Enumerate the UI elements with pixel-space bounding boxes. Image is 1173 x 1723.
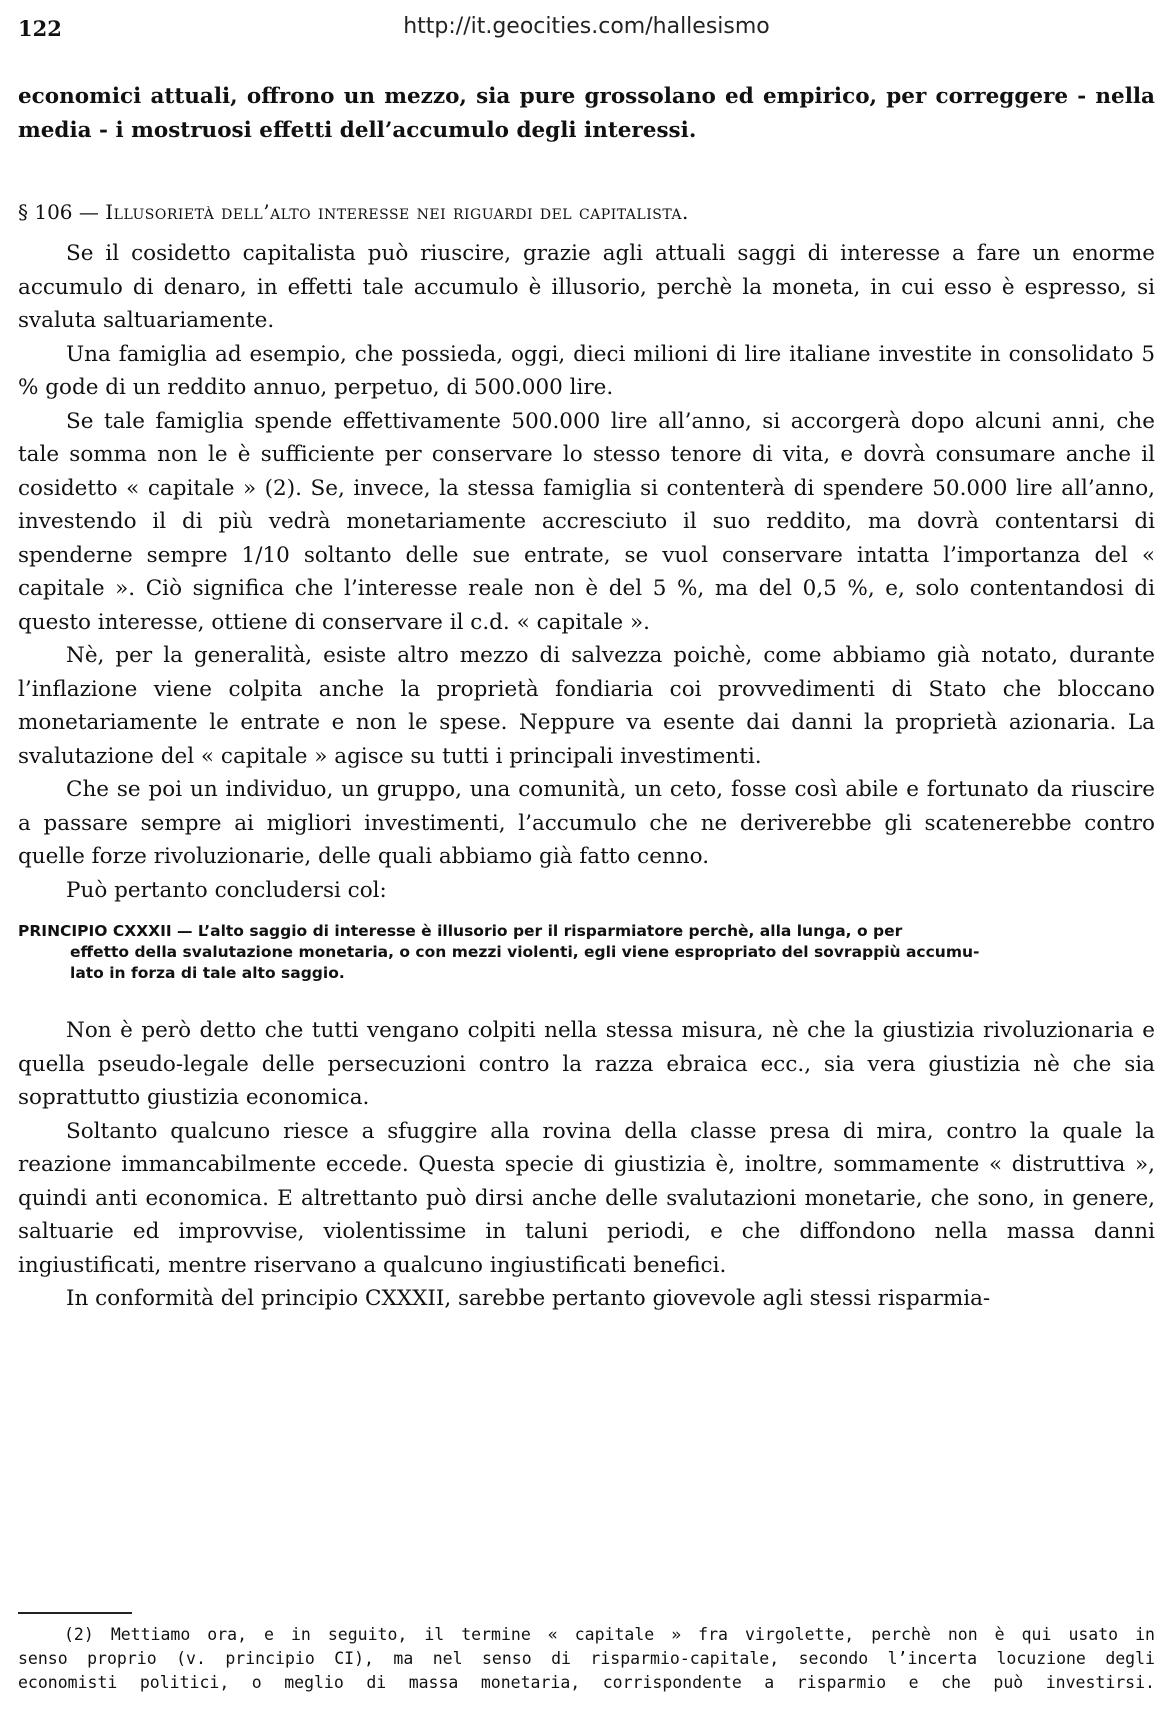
paragraph: Se il cosidetto capitalista può riuscire, grazie agli attuali saggi di interesse a fare un enorme accumulo di denaro, in effetti tale accumulo è illusorio, perchè la moneta, in cui esso è espresso, si svaluta saltuariamente. (18, 241, 1155, 333)
paragraph: Può pertanto concludersi col: (66, 877, 387, 903)
paragraph: Nè, per la generalità, esiste altro mezzo di salvezza poichè, come abbiamo già notato, durante l’inflazione viene colpita anche la proprietà fondiaria coi provvedimenti di Stato che bloccano monetariamente le entrate e non le spese. Neppure va esente dai danni la proprietà azionaria. La svalutazione del « capitale » agisce su tutti i principali investimenti. (18, 643, 1155, 769)
footnote-line: economisti politici, o meglio di massa monetaria, corrispondente a risparmio e che può investirsi. (18, 1673, 1155, 1692)
footnote (18, 1623, 1155, 1695)
main-content (18, 80, 1155, 1316)
paragraph: In conformità del principio CXXXII, sarebbe pertanto giovevole agli stessi risparmia- (66, 1286, 991, 1311)
section-title: Illusorietà dell’alto interesse nei riguardi del capitalista. (105, 200, 689, 224)
header-url: http://it.geocities.com/hallesismo (403, 14, 770, 39)
principle-line: PRINCIPIO CXXXII — L’alto saggio di interesse è illusorio per il risparmiatore perchè, alla lunga, o per (18, 922, 903, 940)
principle-line: effetto della svalutazione monetaria, o con mezzi violenti, egli viene espropriato del sovrappiù accumu- (70, 943, 980, 961)
paragraph: Una famiglia ad esempio, che possieda, oggi, dieci milioni di lire italiane investite in consolidato 5 % gode di un reddito annuo, perpetuo, di 500.000 lire. (18, 341, 1155, 400)
footnote-line: senso proprio (v. principio CI), ma nel senso di risparmio-capitale, secondo l’incerta locuzione degli (18, 1649, 1155, 1668)
section-heading (18, 197, 1155, 227)
paragraph: Non è però detto che tutti vengano colpiti nella stessa misura, nè che la giustizia rivoluzionaria e quella pseudo-legale delle persecuzioni contro la razza ebraica ecc., sia vera giustizia nè che sia soprattutto giustizia economica. (18, 1018, 1155, 1110)
page-number: 122 (18, 16, 62, 41)
principle-statement (18, 921, 1155, 984)
paragraph: Soltanto qualcuno riesce a sfuggire alla rovina della classe presa di mira, contro la quale la reazione immancabilmente eccede. Questa specie di giustizia è, inoltre, sommamente « distruttiva », quindi anti economica. E altrettanto può dirsi anche delle svalutazioni monetarie, che sono, in genere, saltuarie ed improvvise, violentissime in taluni periodi, e che diffondono nella massa danni ingiustificati, mentre riservano a qualcuno ingiustificati benefici. (18, 1118, 1155, 1278)
section-number: § 106 — (18, 200, 99, 224)
principle-line: lato in forza di tale alto saggio. (70, 964, 345, 982)
opening-paragraph: economici attuali, offrono un mezzo, sia pure grossolano ed empirico, per correggere - nella media - i mostruosi effetti dell’accumulo degli interessi. (18, 84, 1155, 143)
paragraph: Se tale famiglia spende effettivamente 500.000 lire all’anno, si accorgerà dopo alcuni anni, che tale somma non le è sufficiente per conservare lo stesso tenore di vita, e dovrà consumare anche il cosidetto « capitale » (2). Se, invece, la stessa famiglia si contenterà di spendere 50.000 lire all’anno, investendo il di più vedrà monetariamente accresciuto il suo reddito, ma dovrà contentarsi di spenderne sempre 1/10 soltanto delle sue entrate, se vuol conservare intatta l’importanza del « capitale ». Ciò significa che l’interesse reale non è del 5 %, ma del 0,5 %, e, solo contentandosi di questo interesse, ottiene di conservare il c.d. « capitale ». (18, 408, 1155, 635)
footnote-divider (18, 1612, 132, 1614)
paragraph: Che se poi un individuo, un gruppo, una comunità, un ceto, fosse così abile e fortunato da riuscire a passare sempre ai migliori investimenti, l’accumulo che ne deriverebbe gli scatenerebbe contro quelle forze rivoluzionarie, delle quali abbiamo già fatto cenno. (18, 777, 1155, 869)
footnote-line: (2) Mettiamo ora, e in seguito, il termine « capitale » fra virgolette, perchè non è qui usato in (64, 1625, 1155, 1644)
